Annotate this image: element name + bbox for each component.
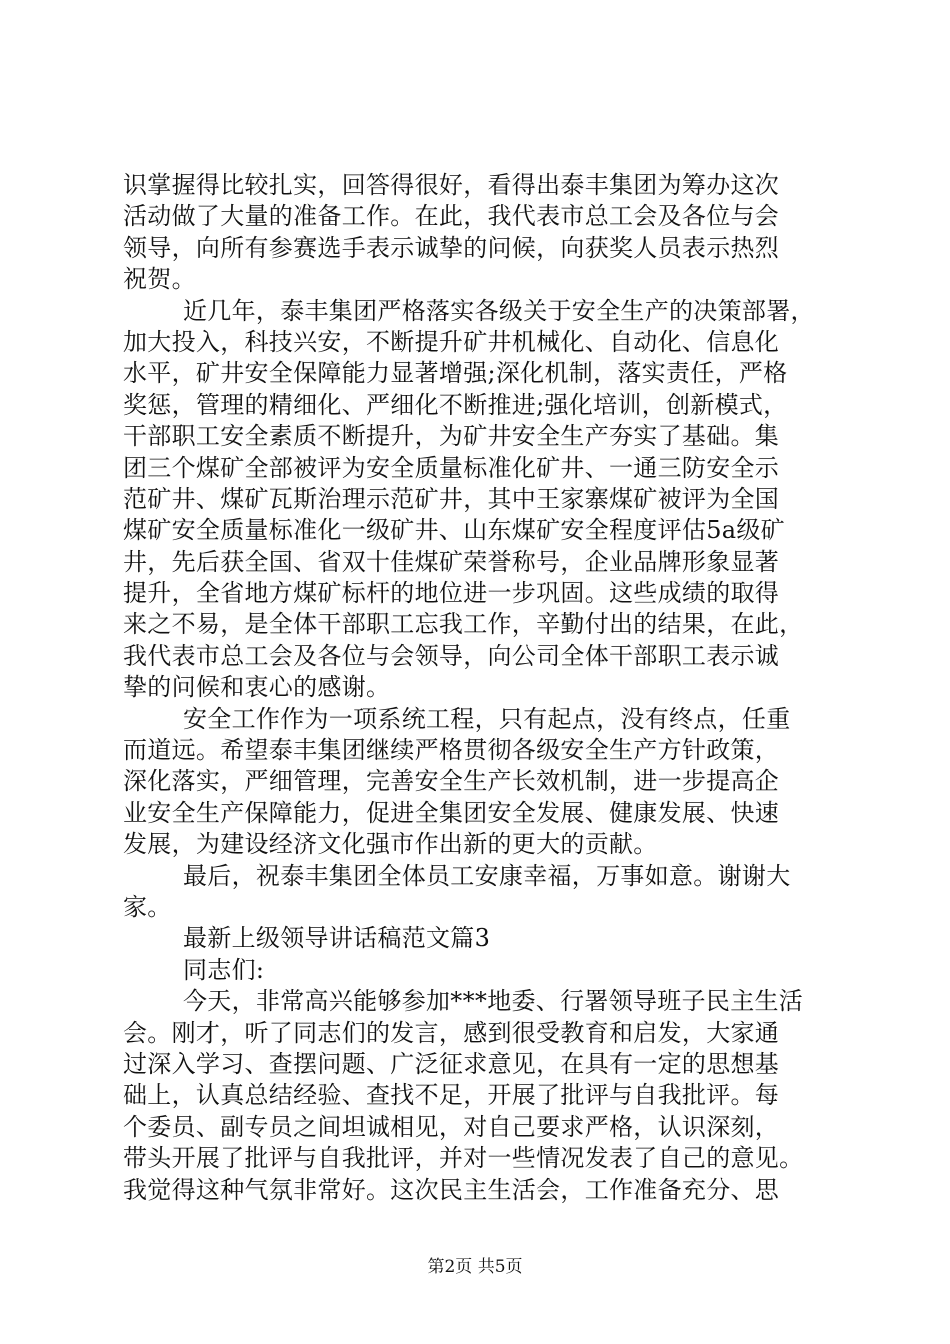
section-heading: 最新上级领导讲话稿范文篇3	[183, 924, 491, 953]
text-line: 祝贺。	[123, 265, 196, 294]
text-line: 业安全生产保障能力，促进全集团安全发展、健康发展、快速	[123, 798, 780, 827]
paragraph-first-line: 今天，非常高兴能够参加***地委、行署领导班子民主生活	[183, 987, 804, 1016]
text-line: 干部职工安全素质不断提升，为矿井安全生产夯实了基础。集	[123, 422, 780, 451]
text-line: 过深入学习、查摆问题、广泛征求意见，在具有一定的思想基	[123, 1049, 780, 1078]
text-line: 个委员、副专员之间坦诚相见，对自己要求严格，认识深刻，	[123, 1112, 780, 1141]
text-line: 团三个煤矿全部被评为安全质量标准化矿井、一通三防安全示	[123, 453, 780, 482]
page-number: 第2页 共5页	[427, 1257, 523, 1277]
text-line: 家。	[123, 892, 172, 921]
text-line: 我代表市总工会及各位与会领导，向公司全体干部职工表示诚	[123, 641, 780, 670]
paragraph-first-line: 最后，祝泰丰集团全体员工安康幸福，万事如意。谢谢大	[183, 861, 791, 890]
text-line: 带头开展了批评与自我批评，并对一些情况发表了自己的意见。	[123, 1144, 804, 1173]
text-line: 发展，为建设经济文化强市作出新的更大的贡献。	[123, 830, 658, 859]
text-line: 我觉得这种气氛非常好。这次民主生活会，工作准备充分、思	[123, 1175, 780, 1204]
text-line: 础上，认真总结经验、查找不足，开展了批评与自我批评。每	[123, 1081, 780, 1110]
text-line: 来之不易，是全体干部职工忘我工作，辛勤付出的结果，在此，	[123, 610, 804, 639]
text-line: 深化落实，严细管理，完善安全生产长效机制，进一步提高企	[123, 767, 780, 796]
paragraph-first-line: 安全工作作为一项系统工程，只有起点，没有终点，任重	[183, 704, 791, 733]
text-line: 领导，向所有参赛选手表示诚挚的问候，向获奖人员表示热烈	[123, 233, 780, 262]
text-line: 提升，全省地方煤矿标杆的地位进一步巩固。这些成绩的取得	[123, 579, 780, 608]
text-line: 活动做了大量的准备工作。在此，我代表市总工会及各位与会	[123, 202, 780, 231]
text-line: 井，先后获全国、省双十佳煤矿荣誉称号，企业品牌形象显著	[123, 547, 780, 576]
text-line: 奖惩，管理的精细化、严细化不断推进;强化培训，创新模式，	[123, 390, 788, 419]
body-text	[123, 170, 828, 1206]
text-line: 加大投入，科技兴安，不断提升矿井机械化、自动化、信息化	[123, 327, 780, 356]
text-line: 而道远。希望泰丰集团继续严格贯彻各级安全生产方针政策，	[123, 736, 780, 765]
paragraph-first-line: 近几年，泰丰集团严格落实各级关于安全生产的决策部署，	[183, 296, 815, 325]
salutation: 同志们:	[183, 955, 265, 984]
text-line: 煤矿安全质量标准化一级矿井、山东煤矿安全程度评估5a级矿	[123, 516, 785, 545]
text-line: 挚的问候和衷心的感谢。	[123, 673, 391, 702]
text-line: 识掌握得比较扎实，回答得很好，看得出泰丰集团为筹办这次	[123, 171, 780, 199]
text-line: 会。刚才，听了同志们的发言，感到很受教育和启发，大家通	[123, 1018, 780, 1047]
text-line: 水平，矿井安全保障能力显著增强;深化机制，落实责任，严格	[123, 359, 788, 388]
text-line: 范矿井、煤矿瓦斯治理示范矿井，其中王家寨煤矿被评为全国	[123, 484, 780, 513]
